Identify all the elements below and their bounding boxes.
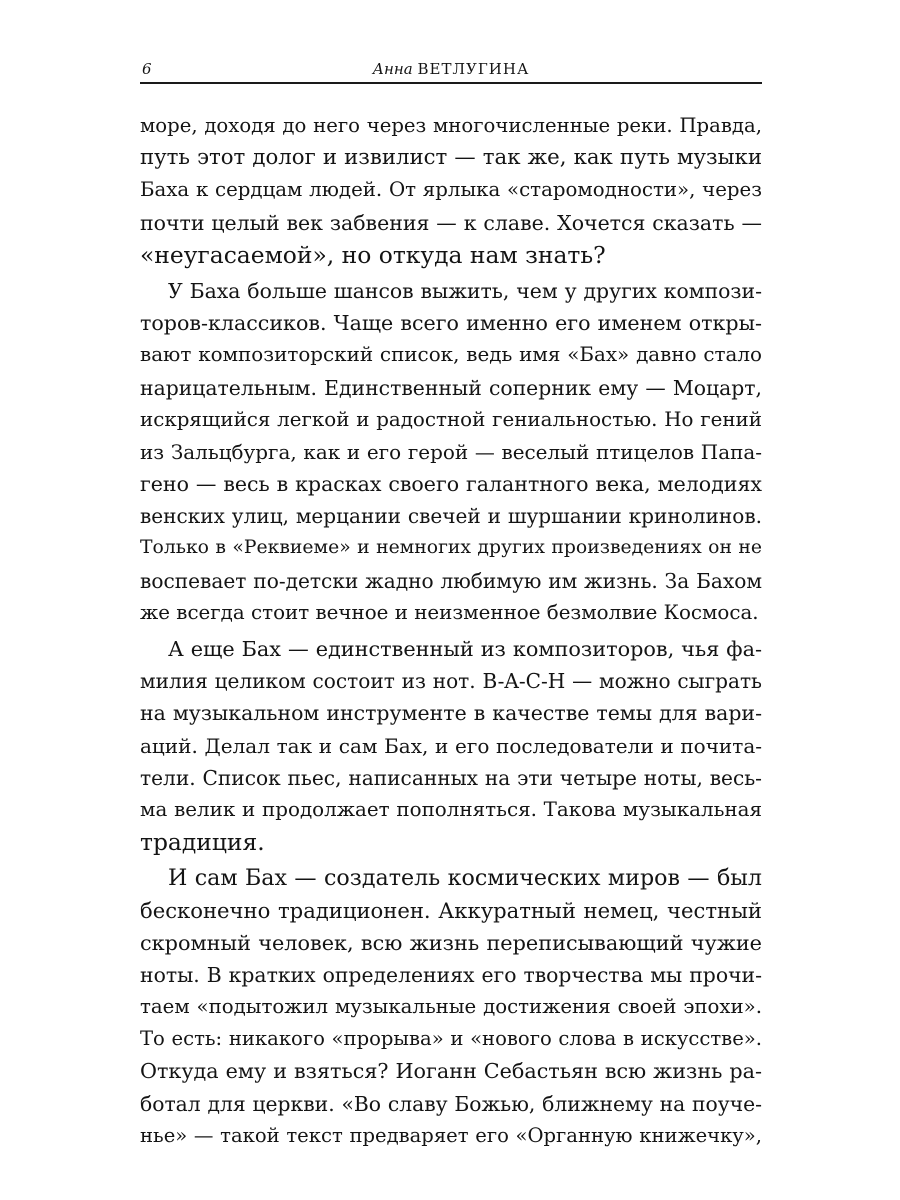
text-line: воспевает по-детски жадно любимую им жизнь. За Бахом xyxy=(140,568,762,593)
text-line: торов-классиков. Чаще всего именно его именем откры- xyxy=(140,311,762,336)
text-line: вают композиторский список, ведь имя «Бах» давно стало xyxy=(140,343,762,367)
text-line: гено — весь в красках своего галантного века, мелодиях xyxy=(140,472,762,497)
text-line: Только в «Реквиеме» и немногих других произведениях он не xyxy=(140,537,762,559)
text-line: То есть: никакого «прорыва» и «нового слова в искусстве». xyxy=(140,1027,762,1051)
text-line: нье» — такой текст предваряет его «Органную книжечку», xyxy=(140,1123,762,1147)
text-line: венских улиц, мерцании свечей и шуршании кринолинов. xyxy=(140,504,762,529)
paragraph xyxy=(140,862,762,1152)
text-line: почти целый век забвения — к славе. Хочется сказать — xyxy=(140,210,762,235)
text-line: ма велик и продолжает пополняться. Такова музыкальная xyxy=(140,797,762,821)
text-line: А еще Бах — единственный из композиторов, чья фа- xyxy=(168,637,762,661)
paragraph xyxy=(140,110,762,271)
paragraph xyxy=(140,275,762,629)
text-line: У Баха больше шансов выжить, чем у других компози- xyxy=(168,278,762,303)
text-line: на музыкальном инструменте в качестве темы для вари- xyxy=(140,701,762,726)
text-line: аций. Делал так и сам Бах, и его последователи и почита- xyxy=(140,733,762,758)
text-line: море, доходя до него через многочисленные реки. Правда, xyxy=(140,114,762,137)
text-line: скромный человек, всю жизнь переписывающий чужие xyxy=(140,930,762,955)
text-line: же всегда стоит вечное и неизменное безмолвие Космоса. xyxy=(140,600,759,624)
text-line: путь этот долог и извилист — так же, как путь музыки xyxy=(140,145,762,171)
page-number: 6 xyxy=(142,60,152,78)
text-line: ботал для церкви. «Во славу Божью, ближнему на поуче- xyxy=(140,1091,762,1116)
text-line: таем «подытожил музыкальные достижения своей эпохи». xyxy=(140,995,762,1019)
text-line: Откуда ему и взяться? Иоганн Себастьян всю жизнь ра- xyxy=(140,1059,762,1084)
text-line: Баха к сердцам людей. От ярлыка «старомодности», через xyxy=(140,178,762,202)
text-line: нарицательным. Единственный соперник ему — Моцарт, xyxy=(140,375,762,400)
text-line: бесконечно традиционен. Аккуратный немец, честный xyxy=(140,897,762,923)
text-line: традиция. xyxy=(140,828,265,857)
running-head xyxy=(140,58,762,84)
page-body xyxy=(140,110,762,1152)
book-author xyxy=(140,58,762,80)
text-line: ноты. В кратких определениях его творчества мы прочи- xyxy=(140,962,762,987)
paragraph xyxy=(140,633,762,858)
author-first-name: Анна xyxy=(372,60,413,78)
text-line: искрящийся легкой и радостной гениальностью. Но гений xyxy=(140,407,762,431)
text-line: милия целиком состоит из нот. B-A-C-H — можно сыграть xyxy=(140,669,762,694)
text-line: из Зальцбурга, как и его герой — веселый птицелов Папа- xyxy=(140,439,762,464)
text-line: И сам Бах — создатель космических миров — был xyxy=(168,865,762,892)
text-line: «неугасаемой», но откуда нам знать? xyxy=(140,240,606,269)
text-line: тели. Список пьес, написанных на эти четыре ноты, весь- xyxy=(140,765,762,790)
author-last-name: ВЕТЛУГИНА xyxy=(417,60,530,78)
